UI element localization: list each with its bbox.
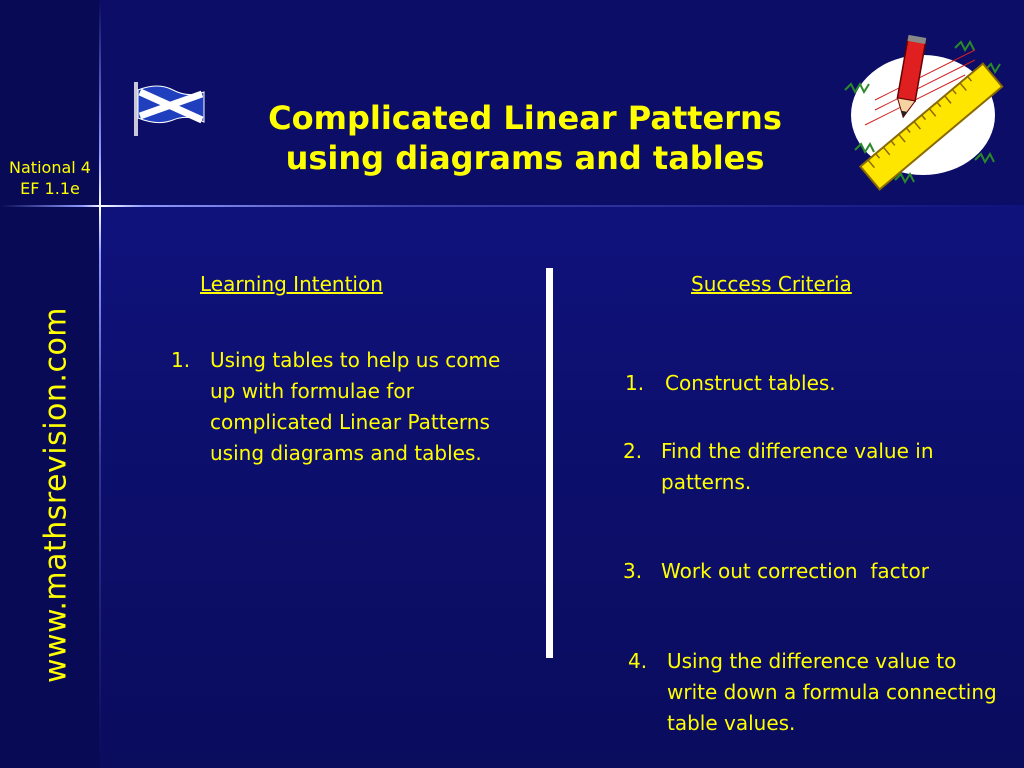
list-number: 2.: [623, 439, 643, 463]
success-criteria-item-1: [625, 368, 925, 399]
slide-title: [230, 98, 820, 178]
course-label: [0, 157, 100, 199]
success-criteria-heading: Success Criteria: [691, 272, 852, 296]
list-text: Using the difference value to write down a formula connecting table values.: [667, 649, 997, 735]
vertical-rule: [99, 0, 101, 768]
success-criteria-item-2: [623, 436, 983, 498]
title-line-2: using diagrams and tables: [285, 139, 765, 177]
list-number: 3.: [623, 559, 643, 583]
list-text: Find the difference value in patterns.: [661, 439, 934, 494]
list-text: Using tables to help us come up with formulae for complicated Linear Patterns using diagrams and tables.: [210, 348, 501, 465]
horizontal-rule: [0, 205, 1024, 207]
learning-intention-heading: Learning Intention: [200, 272, 383, 296]
title-line-1: Complicated Linear Patterns: [268, 99, 782, 137]
list-text: Construct tables.: [665, 371, 836, 395]
scotland-flag-icon: [128, 78, 208, 138]
list-number: 1.: [625, 371, 645, 395]
course-label-line2: EF 1.1e: [20, 179, 80, 198]
learning-intention-item: [171, 345, 531, 469]
success-criteria-item-3: [623, 556, 1013, 587]
success-criteria-item-4: [628, 646, 1008, 739]
list-number: 1.: [171, 348, 191, 372]
list-number: 4.: [628, 649, 648, 673]
website-url[interactable]: www.mathsrevision.com: [38, 306, 74, 684]
course-label-line1: National 4: [9, 158, 91, 177]
column-divider: [546, 268, 553, 658]
list-text: Work out correction factor: [661, 559, 929, 583]
pencil-ruler-icon: [835, 30, 1015, 200]
